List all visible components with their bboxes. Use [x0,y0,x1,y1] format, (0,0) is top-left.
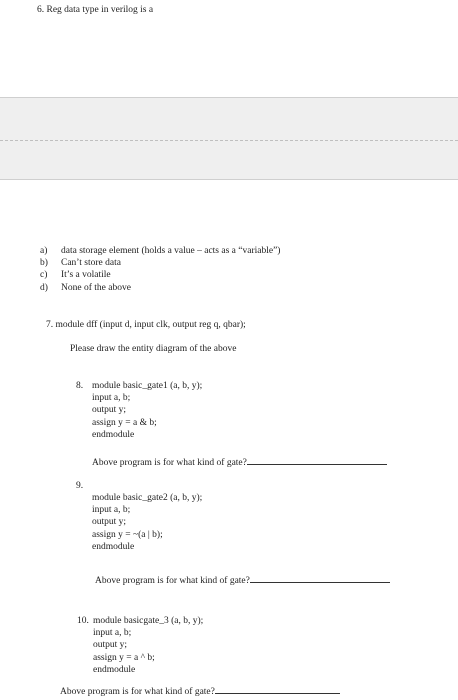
code-line: assign y = a ^ b; [93,652,155,663]
code-line: module basicgate_3 (a, b, y); [93,616,204,626]
q7-prompt: Please draw the entity diagram of the above [70,344,237,354]
q9-answer-blank[interactable] [250,573,390,583]
code-line: input a, b; [93,628,132,639]
q7-question: 7. module dff (input d, input clk, output reg q, qbar); [46,320,246,330]
code-line: input a, b; [92,505,131,516]
q9-code-block [92,492,202,553]
q9-prompt: Above program is for what kind of gate? [95,576,250,586]
q10-answer-blank[interactable] [215,684,340,694]
answer-area-band [0,97,458,179]
code-line: module basic_gate2 (a, b, y); [92,493,203,503]
code-line: endmodule [92,429,135,440]
code-line: module basic_gate1 (a, b, y); [92,381,203,391]
q6-question: 6. Reg data type in verilog is a [37,5,154,15]
q8-code-block [92,380,202,441]
q8-prompt-row [92,455,387,469]
q8-answer-blank[interactable] [247,455,387,465]
q6-option-d: d) None of the above [40,282,131,293]
q6-option-a: a) data storage element (holds a value – acts as a “variable”) [40,246,281,256]
code-line: endmodule [92,541,135,552]
band-top-border [0,97,458,98]
q9-number: 9. [76,481,84,491]
code-line: endmodule [93,664,136,675]
q8-number: 8. [76,381,84,391]
code-line: output y; [92,517,127,528]
code-line: output y; [92,405,127,416]
band-bottom-border [0,179,458,180]
q10-prompt-row [60,684,340,698]
code-line: assign y = ~(a | b); [92,529,163,540]
q10-number: 10. [77,616,89,626]
q10-code-block [93,615,203,676]
q6-option-b: b) Can’t store data [40,258,121,269]
q10-prompt: Above program is for what kind of gate? [60,687,215,697]
band-dashed-divider [0,140,458,141]
code-line: input a, b; [92,393,131,404]
q6-options [40,245,280,294]
code-line: output y; [93,640,128,651]
q8-prompt: Above program is for what kind of gate? [92,458,247,468]
q6-option-c: c) It’s a volatile [40,270,111,281]
q9-prompt-row [95,573,390,587]
code-line: assign y = a & b; [92,417,157,428]
